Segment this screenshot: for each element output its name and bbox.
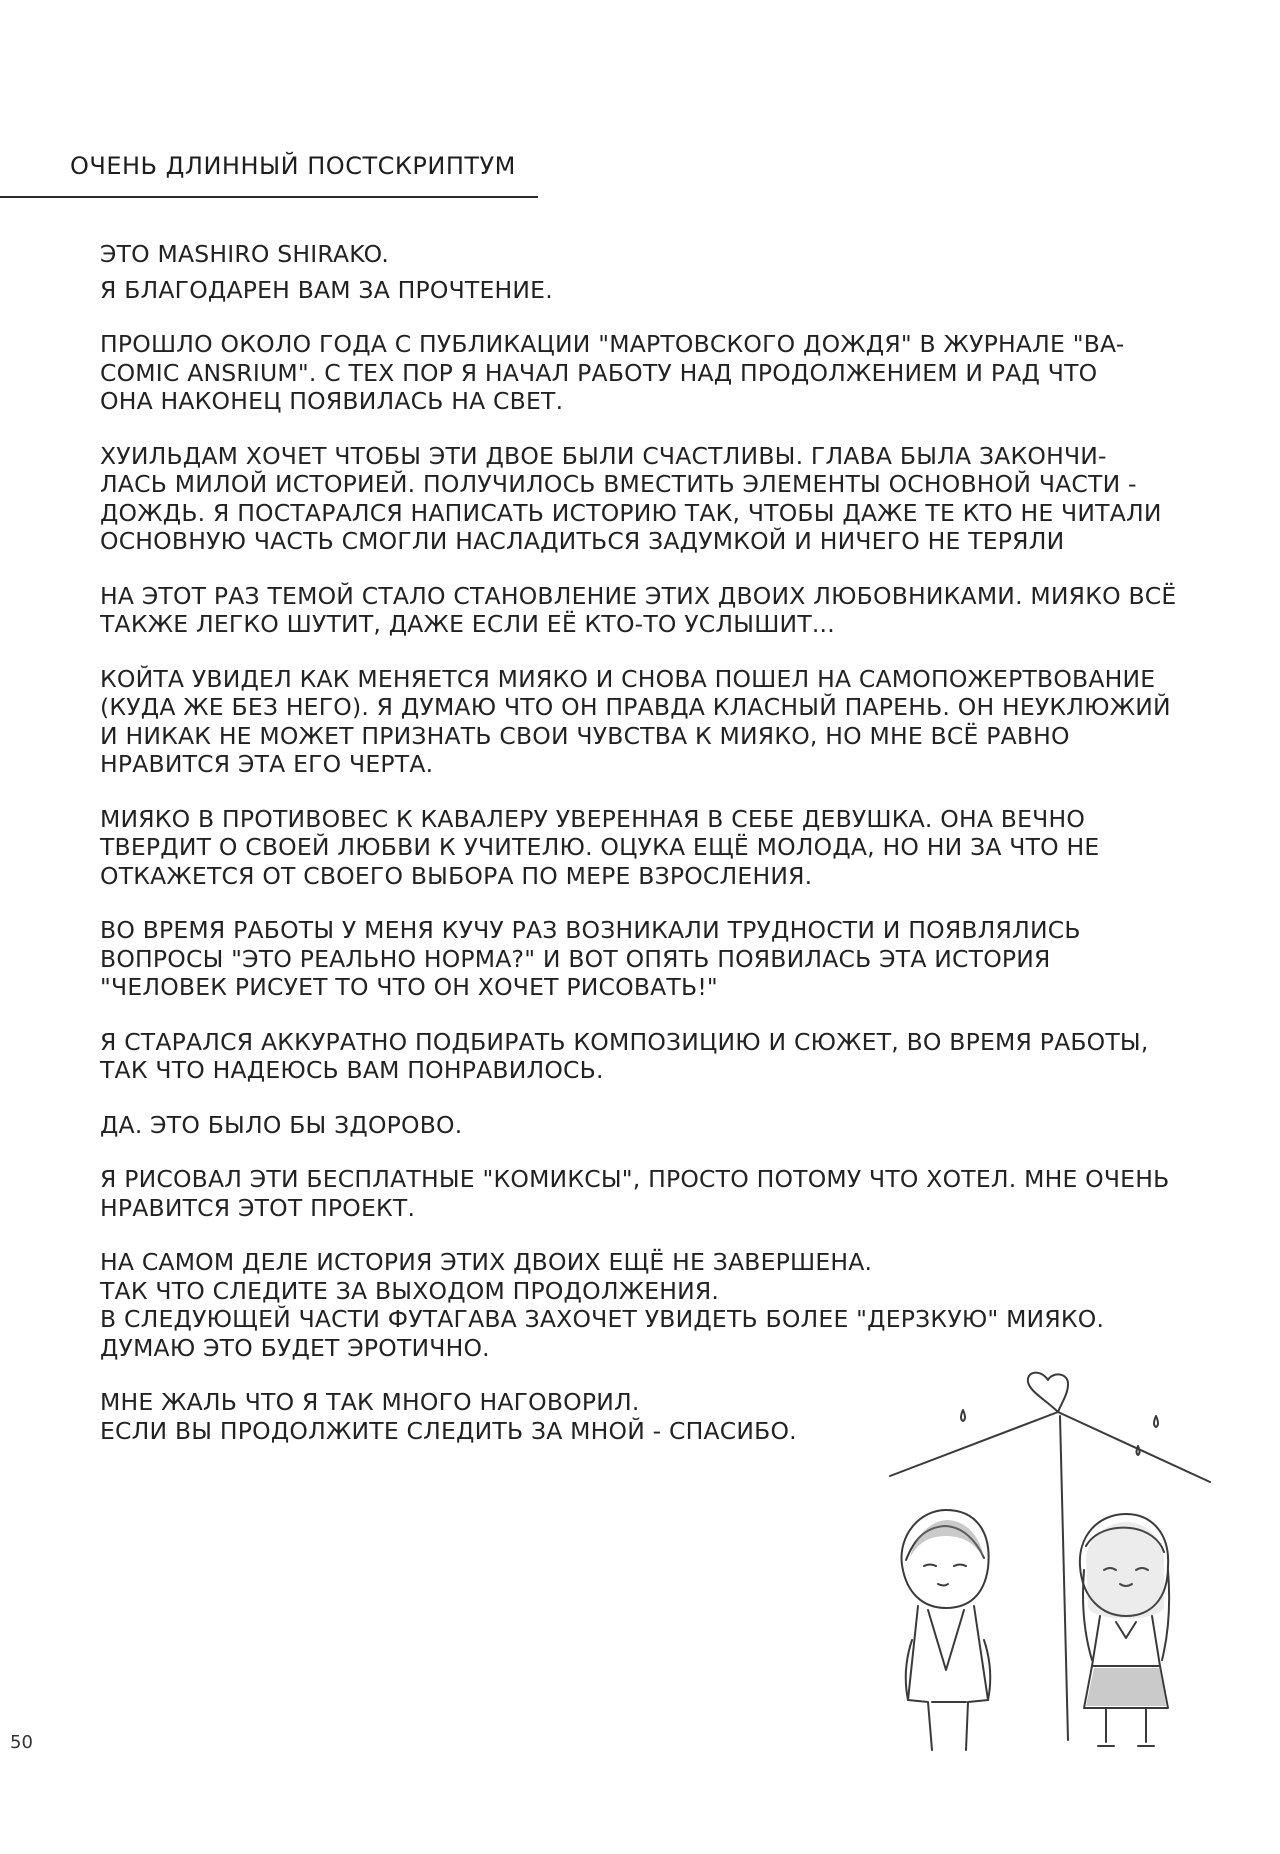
raindrop-icon (961, 1410, 965, 1421)
raindrop-icon (1137, 1446, 1140, 1455)
text-line: (КУДА ЖЕ БЕЗ НЕГО). Я ДУМАЮ ЧТО ОН ПРАВДА КЛАСНЫЙ ПАРЕНЬ. ОН НЕУКЛЮЖИЙ (100, 693, 1171, 721)
paragraph (100, 916, 1240, 1002)
text-line: Я СТАРАЛСЯ АККУРАТНО ПОДБИРАТЬ КОМПОЗИЦИЮ И СЮЖЕТ, ВО ВРЕМЯ РАБОТЫ, (100, 1027, 1149, 1056)
paragraph (100, 276, 1240, 305)
text-line: ТАК ЧТО НАДЕЮСЬ ВАМ ПОНРАВИЛОСЬ. (100, 1056, 604, 1084)
text-line: В СЛЕДУЮЩЕЙ ЧАСТИ ФУТАГАВА ЗАХОЧЕТ УВИДЕТЬ БОЛЕЕ "ДЕРЗКУЮ" МИЯКО. (100, 1305, 1105, 1333)
shading (910, 1520, 1166, 1706)
text-line: МИЯКО В ПРОТИВОВЕС К КАВАЛЕРУ УВЕРЕННАЯ В СЕБЕ ДЕВУШКА. ОНА ВЕЧНО (100, 804, 1086, 833)
text-line: ЕСЛИ ВЫ ПРОДОЛЖИТЕ СЛЕДИТЬ ЗА МНОЙ - СПАСИБО. (100, 1416, 797, 1445)
paragraph (100, 1165, 1240, 1222)
text-line: НА САМОМ ДЕЛЕ ИСТОРИЯ ЭТИХ ДВОИХ ЕЩЁ НЕ ЗАВЕРШЕНА. (100, 1248, 873, 1276)
text-line: ТАК ЧТО СЛЕДИТЕ ЗА ВЫХОДОМ ПРОДОЛЖЕНИЯ. (100, 1276, 720, 1305)
text-line: "ЧЕЛОВЕК РИСУЕТ ТО ЧТО ОН ХОЧЕТ РИСОВАТЬ!" (100, 973, 718, 1001)
text-line: ЛАСЬ МИЛОЙ ИСТОРИЕЙ. ПОЛУЧИЛОСЬ ВМЕСТИТЬ ЭЛЕМЕНТЫ ОСНОВНОЙ ЧАСТИ - (100, 470, 1137, 498)
title-underline (0, 196, 538, 198)
text-line: ЭТО MASHIRO SHIRAKO. (100, 240, 390, 268)
text-line: НРАВИТСЯ ЭТОТ ПРОЕКТ. (100, 1193, 416, 1222)
paragraph (100, 805, 1240, 891)
paragraph (100, 1248, 1240, 1362)
paragraph (100, 582, 1240, 639)
text-line: МНЕ ЖАЛЬ ЧТО Я ТАК МНОГО НАГОВОРИЛ. (100, 1388, 640, 1416)
paragraph (100, 240, 1240, 269)
text-line: КОЙТА УВИДЕЛ КАК МЕНЯЕТСЯ МИЯКО И СНОВА ПОШЕЛ НА САМОПОЖЕРТВОВАНИЕ (100, 664, 1156, 693)
text-line: ДА. ЭТО БЫЛО БЫ ЗДОРОВО. (100, 1110, 463, 1139)
text-line: НА ЭТОТ РАЗ ТЕМОЙ СТАЛО СТАНОВЛЕНИЕ ЭТИХ ДВОИХ ЛЮБОВНИКАМИ. МИЯКО ВСЁ (100, 581, 1177, 610)
page-title: ОЧЕНЬ ДЛИННЫЙ ПОСТСКРИПТУМ (70, 152, 516, 180)
text-line: ВОПРОСЫ "ЭТО РЕАЛЬНО НОРМА?" И ВОТ ОПЯТЬ ПОЯВИЛАСЬ ЭТА ИСТОРИЯ (100, 944, 1051, 973)
paragraph (100, 442, 1240, 556)
paragraph (100, 330, 1240, 416)
text-line: И НИКАК НЕ МОЖЕТ ПРИЗНАТЬ СВОИ ЧУВСТВА К МИЯКО, НО МНЕ ВСЁ РАВНО (100, 721, 1070, 750)
text-line: ХУИЛЬДАМ ХОЧЕТ ЧТОБЫ ЭТИ ДВОЕ БЫЛИ СЧАСТЛИВЫ. ГЛАВА БЫЛА ЗАКОНЧИ- (100, 441, 1107, 470)
text-line: ОСНОВНУЮ ЧАСТЬ СМОГЛИ НАСЛАДИТЬСЯ ЗАДУМКОЙ И НИЧЕГО НЕ ТЕРЯЛИ (100, 527, 1065, 555)
heart-icon (1028, 1373, 1068, 1412)
text-line: Я БЛАГОДАРЕН ВАМ ЗА ПРОЧТЕНИЕ. (100, 275, 553, 304)
text-line: ОНА НАКОНЕЦ ПОЯВИЛАСЬ НА СВЕТ. (100, 387, 564, 415)
umbrella-icon (890, 1412, 1210, 1482)
text-line: ОТКАЖЕТСЯ ОТ СВОЕГО ВЫБОРА ПО МЕРЕ ВЗРОСЛЕНИЯ. (100, 861, 813, 890)
paragraph (100, 665, 1240, 779)
text-line: Я РИСОВАЛ ЭТИ БЕСПЛАТНЫЕ "КОМИКСЫ", ПРОСТО ПОТОМУ ЧТО ХОТЕЛ. МНЕ ОЧЕНЬ (100, 1165, 1170, 1193)
text-line: COMIC ANSRIUM". С ТЕХ ПОР Я НАЧАЛ РАБОТУ НАД ПРОДОЛЖЕНИЕМ И РАД ЧТО (100, 358, 1098, 387)
text-line: ВО ВРЕМЯ РАБОТЫ У МЕНЯ КУЧУ РАЗ ВОЗНИКАЛИ ТРУДНОСТИ И ПОЯВЛЯЛИСЬ (100, 916, 1081, 944)
paragraph (100, 1111, 1240, 1140)
page-number: 50 (10, 1732, 33, 1753)
paragraph (100, 1028, 1240, 1085)
umbrella-couple-illustration (880, 1370, 1220, 1760)
text-line: ТВЕРДИТ О СВОЕЙ ЛЮБВИ К УЧИТЕЛЮ. ОЦУКА ЕЩЁ МОЛОДА, НО НИ ЗА ЧТО НЕ (100, 833, 1100, 861)
text-line: ДУМАЮ ЭТО БУДЕТ ЭРОТИЧНО. (100, 1333, 490, 1362)
text-line: ТАКЖЕ ЛЕГКО ШУТИТ, ДАЖЕ ЕСЛИ ЕЁ КТО-ТО УСЛЫШИТ... (100, 610, 835, 638)
text-line: НРАВИТСЯ ЭТА ЕГО ЧЕРТА. (100, 750, 434, 778)
raindrop-icon (1154, 1416, 1158, 1427)
text-line: ДОЖДЬ. Я ПОСТАРАЛСЯ НАПИСАТЬ ИСТОРИЮ ТАК, ЧТОБЫ ДАЖЕ ТЕ КТО НЕ ЧИТАЛИ (100, 498, 1162, 527)
afterword-body (100, 240, 1240, 1445)
text-line: ПРОШЛО ОКОЛО ГОДА С ПУБЛИКАЦИИ "МАРТОВСКОГО ДОЖДЯ" В ЖУРНАЛЕ "BA- (100, 330, 1125, 358)
